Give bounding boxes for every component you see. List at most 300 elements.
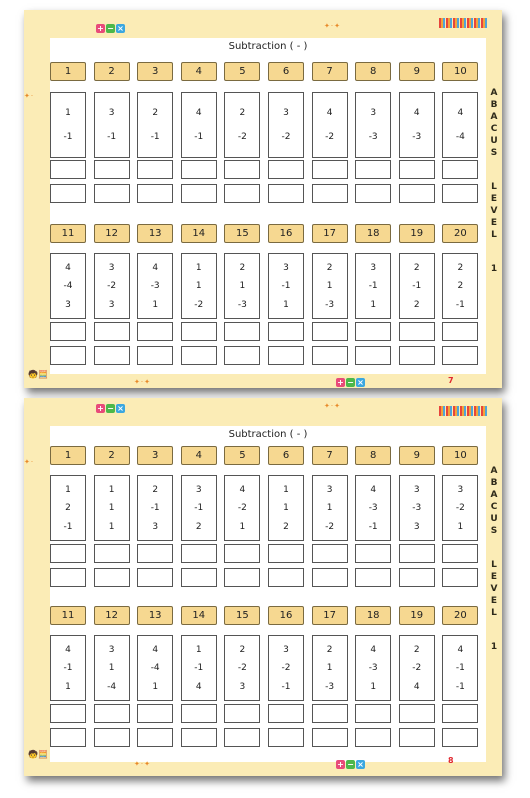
problem-number: -3 (325, 681, 335, 692)
worksheet-area (50, 38, 486, 374)
answer-box[interactable] (442, 704, 478, 723)
answer-box[interactable] (94, 160, 130, 179)
answer-box[interactable] (50, 346, 86, 365)
plus-minus-logo-icon: + − × (337, 760, 364, 769)
problem-number: 2 (457, 262, 464, 273)
side-label-letter: A (490, 490, 498, 500)
answer-box[interactable] (442, 568, 478, 587)
problem-number: 2 (239, 644, 246, 655)
answer-box[interactable] (312, 728, 348, 747)
problem-number: 2 (65, 503, 71, 513)
side-label-letter: L (491, 608, 497, 618)
problem-number: 4 (413, 107, 420, 118)
problem-number: -2 (237, 503, 247, 513)
problem-box (50, 92, 86, 158)
problem-box (355, 92, 391, 158)
sparkle-dots-icon: ✦·✦ (134, 378, 151, 386)
problem-number: -2 (325, 132, 335, 143)
problem-number: 3 (413, 484, 420, 495)
abacus-ruler-icon (439, 18, 487, 28)
problem-box (224, 635, 260, 701)
answer-box[interactable] (181, 728, 217, 747)
problem-box (399, 253, 435, 319)
answer-box[interactable] (94, 544, 130, 563)
problem-number: 2 (283, 521, 289, 532)
answer-box[interactable] (224, 704, 260, 723)
problem-number: -3 (412, 132, 422, 143)
question-number: 10 (442, 446, 478, 465)
plus-minus-logo-icon: + − × (337, 378, 364, 387)
side-label-letter: E (490, 596, 498, 606)
problem-number: 3 (370, 107, 377, 118)
problem-number: 2 (195, 521, 202, 532)
problem-number: 2 (239, 107, 246, 118)
problem-number: -1 (194, 132, 204, 143)
problem-number: 4 (370, 644, 377, 655)
question-number: 14 (181, 606, 217, 625)
problem-number: 4 (65, 262, 71, 273)
problem-number: 2 (326, 644, 333, 655)
answer-box[interactable] (224, 544, 260, 563)
answer-box[interactable] (442, 160, 478, 179)
problem-number: -2 (325, 521, 335, 532)
problem-number: 1 (108, 663, 115, 673)
answer-box[interactable] (268, 322, 304, 341)
answer-box[interactable] (50, 322, 86, 341)
kids-abacus-icon: 🧒🧮 (28, 370, 48, 379)
problem-number: -2 (281, 132, 291, 143)
question-number: 4 (181, 446, 217, 465)
question-number: 7 (312, 62, 348, 81)
question-number: 7 (312, 446, 348, 465)
answer-box[interactable] (312, 184, 348, 203)
answer-box[interactable] (50, 704, 86, 723)
worksheet-page-8 (24, 398, 502, 776)
question-number: 3 (137, 446, 173, 465)
answer-box[interactable] (137, 322, 173, 341)
question-number: 11 (50, 606, 86, 625)
side-label-letter: V (490, 206, 498, 216)
problem-number: 3 (108, 262, 115, 273)
problem-box (224, 475, 260, 541)
answer-box[interactable] (355, 728, 391, 747)
answer-box[interactable] (224, 322, 260, 341)
problem-box (94, 475, 130, 541)
problem-number: 2 (413, 299, 420, 310)
answer-box[interactable] (137, 346, 173, 365)
answer-box[interactable] (355, 568, 391, 587)
answer-box[interactable] (355, 322, 391, 341)
sparkle-dots-icon: ✦· (24, 458, 35, 466)
answer-box[interactable] (181, 544, 217, 563)
problem-number: 3 (152, 521, 159, 532)
problem-number: 1 (108, 484, 115, 495)
problem-number: 4 (239, 484, 246, 495)
problem-number: -2 (107, 281, 117, 291)
problem-number: -1 (455, 299, 465, 310)
problem-box (181, 635, 217, 701)
problem-number: -1 (63, 663, 73, 673)
answer-box[interactable] (137, 568, 173, 587)
answer-box[interactable] (50, 568, 86, 587)
side-label-letter: C (490, 124, 498, 134)
problem-number: -3 (368, 132, 378, 143)
question-number: 11 (50, 224, 86, 243)
question-number: 13 (137, 606, 173, 625)
answer-box[interactable] (181, 568, 217, 587)
problem-number: -4 (455, 132, 465, 143)
answer-box[interactable] (312, 568, 348, 587)
question-number: 16 (268, 606, 304, 625)
question-number: 10 (442, 62, 478, 81)
problem-number: -1 (194, 663, 204, 673)
problem-number: 4 (457, 644, 464, 655)
problem-number: 3 (65, 299, 71, 310)
answer-box[interactable] (399, 544, 435, 563)
question-number: 20 (442, 224, 478, 243)
question-number: 15 (224, 224, 260, 243)
answer-box[interactable] (137, 160, 173, 179)
question-number: 1 (50, 62, 86, 81)
answer-box[interactable] (181, 704, 217, 723)
answer-box[interactable] (137, 544, 173, 563)
answer-box[interactable] (355, 184, 391, 203)
side-label-letter: L (491, 560, 497, 570)
worksheet-page-7 (24, 10, 502, 388)
problem-box (355, 253, 391, 319)
question-number: 6 (268, 62, 304, 81)
problem-number: 1 (326, 663, 333, 673)
problem-number: 3 (283, 644, 289, 655)
abacus-ruler-icon (439, 406, 487, 416)
answer-box[interactable] (94, 728, 130, 747)
problem-box (268, 635, 304, 701)
problem-number: 3 (457, 484, 464, 495)
problem-number: 3 (108, 299, 115, 310)
question-number: 17 (312, 606, 348, 625)
question-number: 5 (224, 446, 260, 465)
problem-number: -1 (368, 521, 378, 532)
worksheet-area (50, 426, 486, 762)
problem-number: 1 (457, 521, 464, 532)
answer-box[interactable] (355, 544, 391, 563)
question-number: 3 (137, 62, 173, 81)
problem-box (268, 475, 304, 541)
answer-box[interactable] (442, 346, 478, 365)
problem-number: 1 (195, 644, 202, 655)
problem-box (137, 475, 173, 541)
question-number: 8 (355, 62, 391, 81)
problem-box (312, 635, 348, 701)
side-label-letter: S (490, 526, 498, 536)
problem-number: 1 (65, 484, 71, 495)
answer-box[interactable] (137, 184, 173, 203)
problem-box (442, 475, 478, 541)
problem-box (50, 253, 86, 319)
answer-box[interactable] (181, 160, 217, 179)
sparkle-dots-icon: ✦·✦ (324, 22, 341, 30)
problem-number: 1 (370, 299, 377, 310)
question-number: 19 (399, 224, 435, 243)
problem-box (137, 635, 173, 701)
problem-box (50, 635, 86, 701)
answer-box[interactable] (312, 704, 348, 723)
answer-box[interactable] (355, 704, 391, 723)
problem-number: -4 (150, 663, 160, 673)
answer-box[interactable] (312, 160, 348, 179)
side-label-letter: L (491, 230, 497, 240)
problem-box (268, 92, 304, 158)
problem-number: 4 (413, 681, 420, 692)
answer-box[interactable] (442, 184, 478, 203)
problem-number: 4 (326, 107, 333, 118)
problem-number: 1 (283, 503, 289, 513)
problem-box (50, 475, 86, 541)
problem-number: -1 (194, 503, 204, 513)
problem-number: 1 (239, 281, 246, 291)
problem-number: -1 (455, 663, 465, 673)
answer-box[interactable] (399, 704, 435, 723)
answer-box[interactable] (442, 544, 478, 563)
answer-box[interactable] (442, 322, 478, 341)
side-label-letter: U (490, 136, 498, 146)
problem-box (312, 475, 348, 541)
answer-box[interactable] (50, 160, 86, 179)
problem-number: -2 (237, 132, 247, 143)
answer-box[interactable] (224, 346, 260, 365)
answer-box[interactable] (312, 544, 348, 563)
problem-number: 1 (108, 521, 115, 532)
question-number: 20 (442, 606, 478, 625)
problem-box (137, 92, 173, 158)
answer-box[interactable] (50, 544, 86, 563)
problem-box (442, 92, 478, 158)
problem-number: 1 (108, 503, 115, 513)
problem-number: 4 (152, 644, 159, 655)
problem-number: 2 (457, 281, 464, 291)
problem-box (94, 253, 130, 319)
problem-number: 1 (152, 299, 159, 310)
problem-box (399, 475, 435, 541)
side-label-letter: A (490, 88, 498, 98)
side-label-letter: B (490, 100, 498, 110)
problem-number: -3 (368, 503, 378, 513)
problem-box (137, 253, 173, 319)
problem-number: 2 (413, 644, 420, 655)
problem-box (312, 92, 348, 158)
side-label-letter: E (490, 572, 498, 582)
answer-box[interactable] (94, 704, 130, 723)
answer-box[interactable] (399, 322, 435, 341)
problem-number: 4 (370, 484, 377, 495)
problem-box (399, 92, 435, 158)
answer-box[interactable] (268, 568, 304, 587)
problem-number: 1 (195, 262, 202, 273)
problem-box (224, 253, 260, 319)
problem-box (181, 92, 217, 158)
problem-number: -2 (237, 663, 247, 673)
problem-number: 3 (283, 107, 289, 118)
question-number: 2 (94, 62, 130, 81)
kids-abacus-icon: 🧒🧮 (28, 750, 48, 759)
answer-box[interactable] (399, 346, 435, 365)
sparkle-dots-icon: ✦· (24, 92, 35, 100)
problem-number: 1 (326, 503, 333, 513)
problem-box (268, 253, 304, 319)
side-label-letter: B (490, 478, 498, 488)
answer-box[interactable] (181, 184, 217, 203)
problem-number: -1 (281, 281, 291, 291)
problem-number: 2 (413, 262, 420, 273)
answer-box[interactable] (399, 728, 435, 747)
problem-number: 3 (195, 484, 202, 495)
problem-number: 3 (326, 484, 333, 495)
answer-box[interactable] (268, 728, 304, 747)
answer-box[interactable] (312, 346, 348, 365)
answer-box[interactable] (442, 728, 478, 747)
question-number: 9 (399, 446, 435, 465)
question-number: 12 (94, 224, 130, 243)
side-label-letter: S (490, 148, 498, 158)
problem-number: 3 (413, 521, 420, 532)
problem-number: 1 (370, 681, 377, 692)
answer-box[interactable] (224, 568, 260, 587)
problem-number: -2 (194, 299, 204, 310)
question-number: 4 (181, 62, 217, 81)
question-number: 19 (399, 606, 435, 625)
problem-box (181, 253, 217, 319)
problem-box (399, 635, 435, 701)
page-number: 8 (448, 756, 454, 765)
answer-box[interactable] (399, 184, 435, 203)
side-label-letter: L (491, 182, 497, 192)
question-number: 16 (268, 224, 304, 243)
page-title: Subtraction ( - ) (228, 429, 308, 440)
problem-number: -1 (63, 521, 73, 532)
answer-box[interactable] (137, 704, 173, 723)
problem-number: 3 (370, 262, 377, 273)
problem-number: 4 (195, 107, 202, 118)
question-number: 12 (94, 606, 130, 625)
problem-number: -3 (150, 281, 160, 291)
question-number: 18 (355, 606, 391, 625)
problem-number: -3 (237, 299, 247, 310)
answer-box[interactable] (181, 346, 217, 365)
question-number: 15 (224, 606, 260, 625)
answer-box[interactable] (268, 160, 304, 179)
answer-box[interactable] (181, 322, 217, 341)
side-label-letter: 1 (490, 264, 498, 274)
problem-number: 2 (326, 262, 333, 273)
answer-box[interactable] (50, 184, 86, 203)
answer-box[interactable] (224, 728, 260, 747)
problem-number: 1 (65, 107, 71, 118)
answer-box[interactable] (268, 346, 304, 365)
side-label-letter: C (490, 502, 498, 512)
problem-number: -2 (412, 663, 422, 673)
question-number: 18 (355, 224, 391, 243)
problem-box (94, 635, 130, 701)
answer-box[interactable] (268, 544, 304, 563)
answer-box[interactable] (94, 322, 130, 341)
problem-number: 4 (457, 107, 464, 118)
answer-box[interactable] (355, 346, 391, 365)
answer-box[interactable] (399, 160, 435, 179)
answer-box[interactable] (94, 184, 130, 203)
answer-box[interactable] (312, 322, 348, 341)
problem-number: 1 (65, 681, 71, 692)
problem-number: -1 (368, 281, 378, 291)
problem-number: -1 (455, 681, 465, 692)
problem-number: 1 (239, 521, 246, 532)
plus-minus-logo-icon: + − × (97, 24, 124, 33)
plus-minus-logo-icon: + − × (97, 404, 124, 413)
problem-number: 1 (195, 281, 202, 291)
problem-number: 1 (152, 681, 159, 692)
problem-number: -1 (412, 281, 422, 291)
problem-number: 4 (65, 644, 71, 655)
problem-box (442, 253, 478, 319)
problem-number: 3 (239, 681, 246, 692)
problem-number: 3 (108, 107, 115, 118)
problem-number: -2 (455, 503, 465, 513)
problem-box (355, 475, 391, 541)
problem-number: 2 (239, 262, 246, 273)
problem-box (442, 635, 478, 701)
problem-number: 1 (283, 484, 289, 495)
answer-box[interactable] (355, 160, 391, 179)
answer-box[interactable] (224, 184, 260, 203)
question-number: 1 (50, 446, 86, 465)
answer-box[interactable] (50, 728, 86, 747)
question-number: 13 (137, 224, 173, 243)
answer-box[interactable] (268, 704, 304, 723)
answer-box[interactable] (137, 728, 173, 747)
problem-number: -3 (368, 663, 378, 673)
question-number: 17 (312, 224, 348, 243)
problem-number: -1 (281, 681, 291, 692)
question-number: 8 (355, 446, 391, 465)
side-label-letter: E (490, 218, 498, 228)
problem-box (312, 253, 348, 319)
answer-box[interactable] (94, 568, 130, 587)
problem-box (181, 475, 217, 541)
side-label-letter: A (490, 112, 498, 122)
question-number: 9 (399, 62, 435, 81)
problem-number: -1 (63, 132, 73, 143)
problem-number: -1 (107, 132, 117, 143)
answer-box[interactable] (399, 568, 435, 587)
answer-box[interactable] (224, 160, 260, 179)
problem-number: 1 (283, 299, 289, 310)
side-label-letter: A (490, 466, 498, 476)
side-label-letter: V (490, 584, 498, 594)
problem-number: 3 (283, 262, 289, 273)
answer-box[interactable] (268, 184, 304, 203)
sparkle-dots-icon: ✦·✦ (324, 402, 341, 410)
problem-number: -1 (150, 503, 160, 513)
page-number: 7 (448, 376, 454, 385)
answer-box[interactable] (94, 346, 130, 365)
question-number: 2 (94, 446, 130, 465)
side-label-letter: 1 (490, 642, 498, 652)
problem-number: -3 (325, 299, 335, 310)
problem-number: -4 (63, 281, 73, 291)
sparkle-dots-icon: ✦·✦ (134, 760, 151, 768)
problem-number: -1 (150, 132, 160, 143)
problem-box (355, 635, 391, 701)
problem-number: -3 (412, 503, 422, 513)
